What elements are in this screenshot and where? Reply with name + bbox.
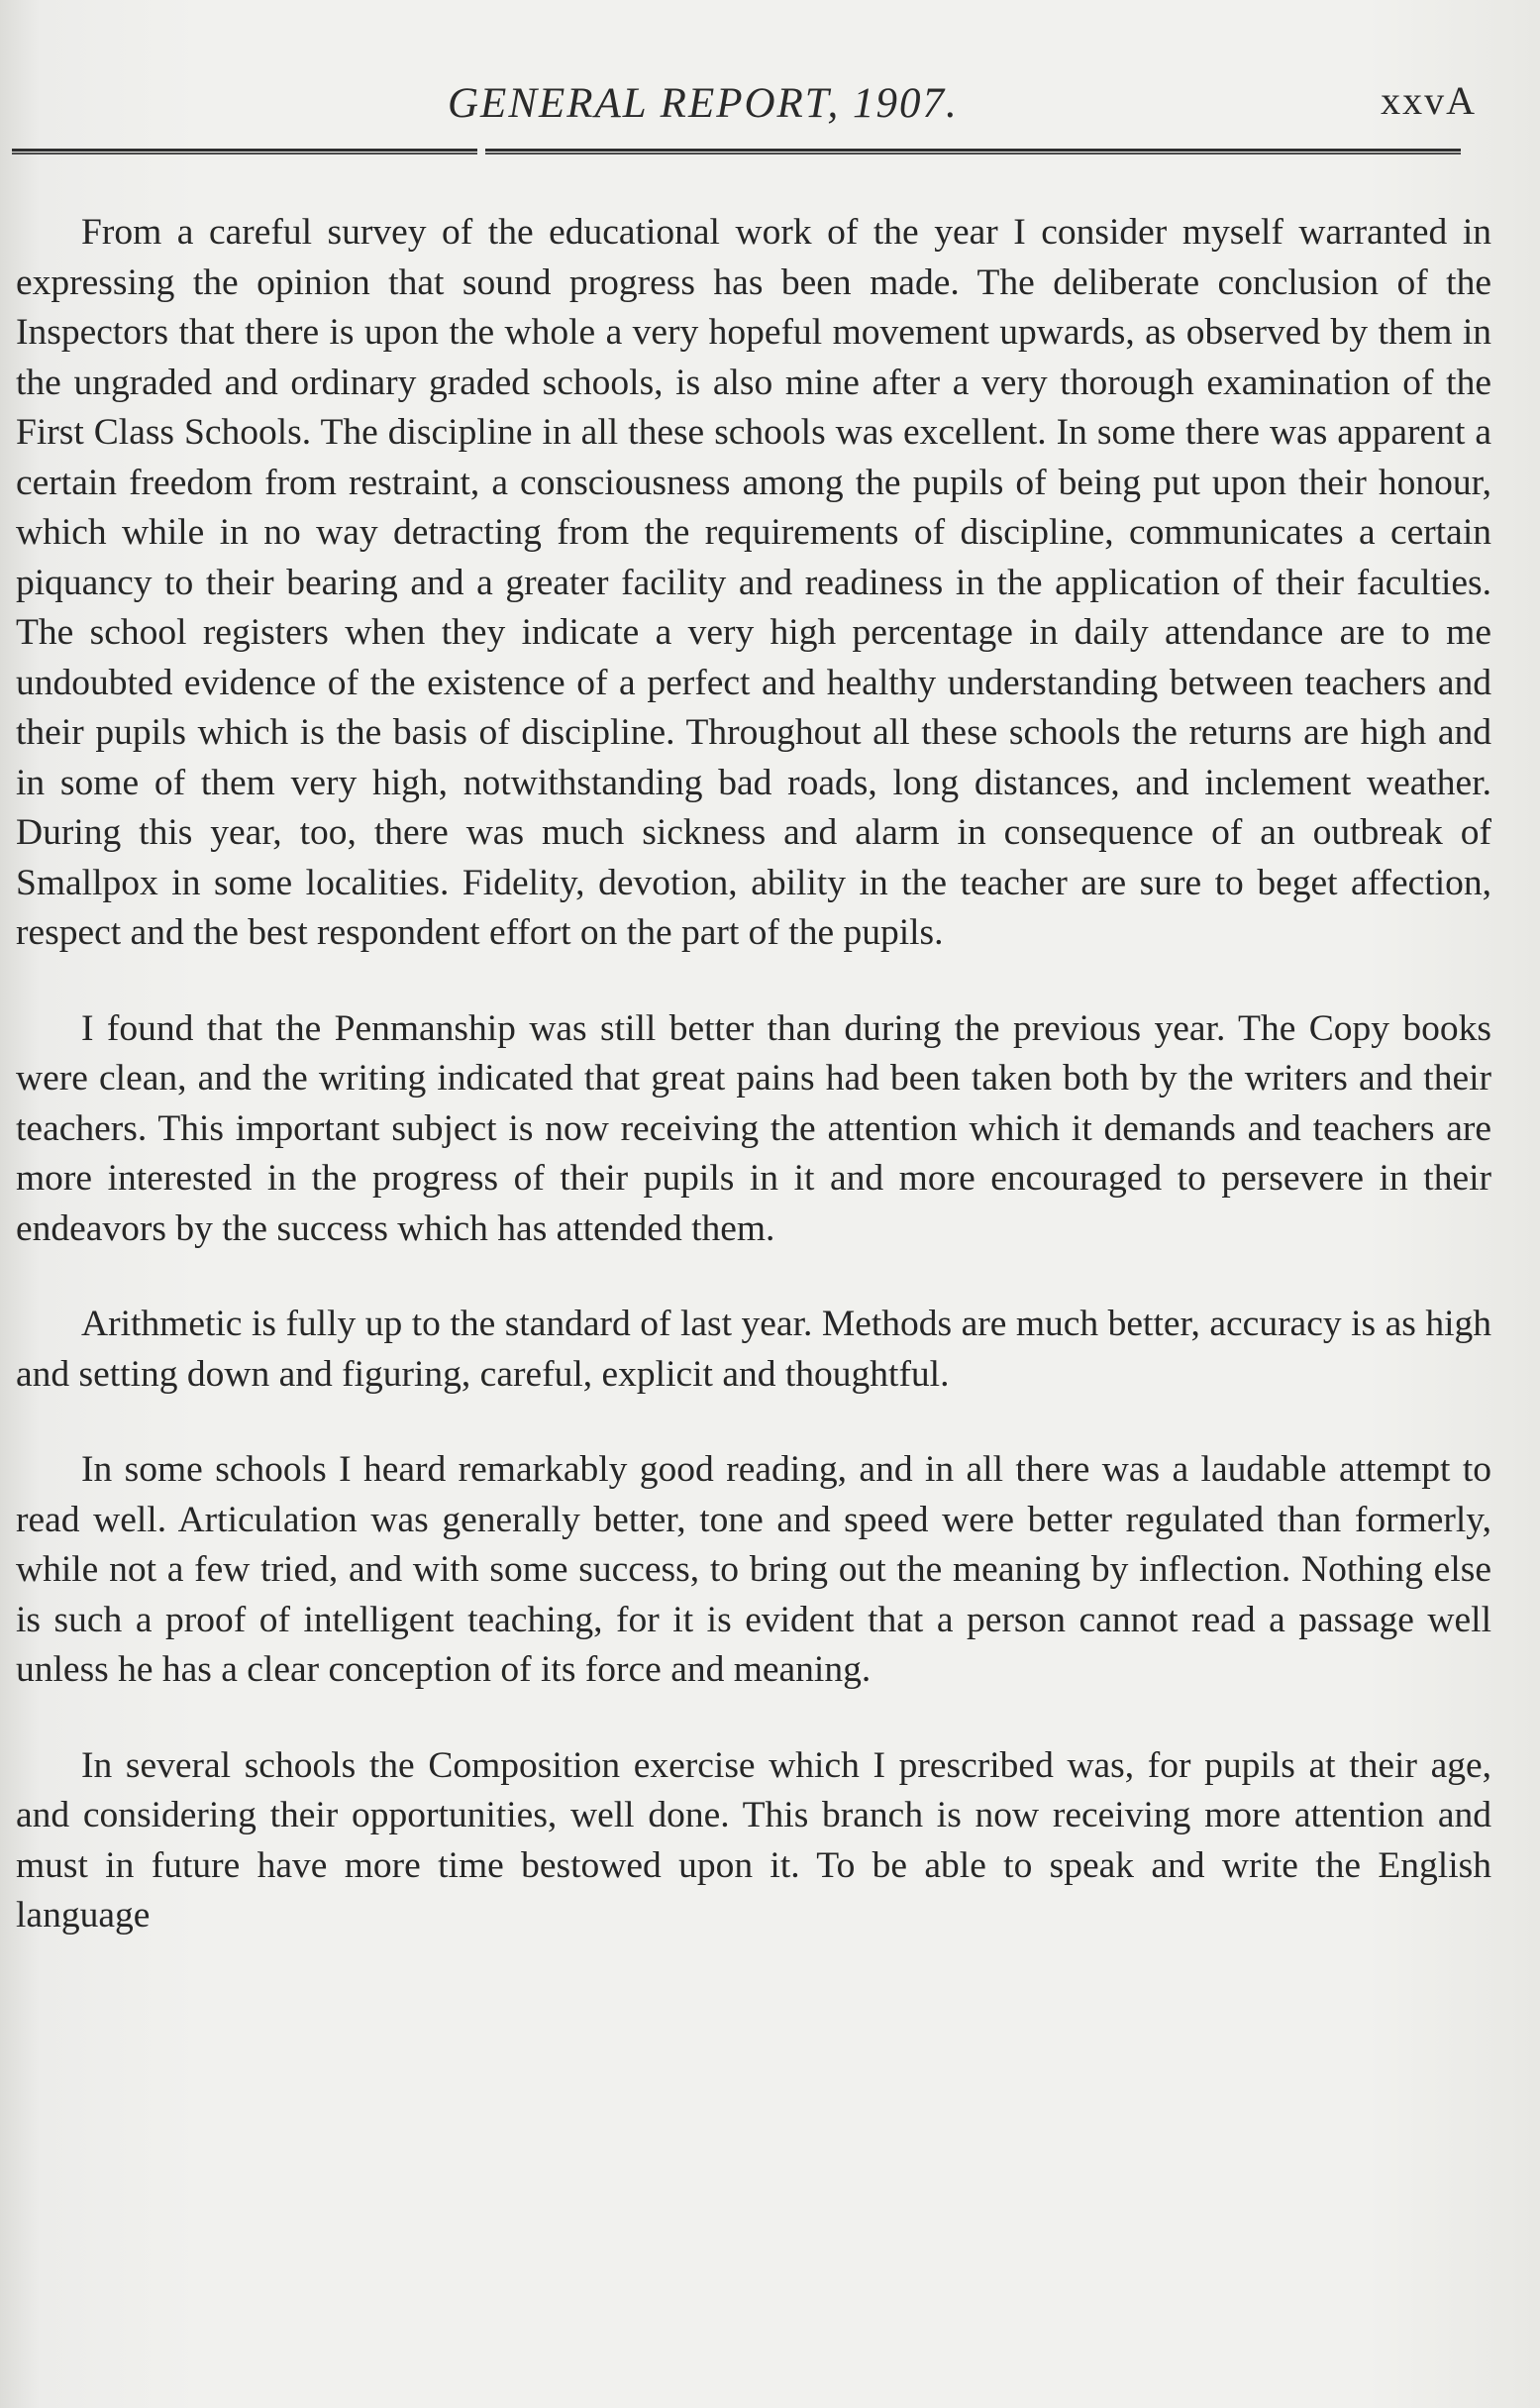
body-text (16, 208, 1491, 1941)
paragraph-reading: In some schools I heard remarkably good reading, and in all there was a laudable attempt to read well. Articulation was generally better, tone and speed were better regulated than formerly, while not a few tried, and with some success, to bring out the meaning by inflection. Nothing else is such a proof of intelligent teaching, for it is evident that a person cannot read a passage well unless he has a clear conception of its force and meaning. (16, 1449, 1491, 1690)
header-rule-left (12, 149, 477, 155)
header-rule-right (485, 149, 1461, 155)
running-title: GENERAL REPORT, 1907. (448, 80, 959, 127)
paragraph-penmanship: I found that the Penmanship was still better than during the previous year. The Copy books were clean, and the writing indicated that great pains had been taken both by the writers and their teachers. This important subject is now receiving the attention which it demands and teachers are more interested in the progress of their pupils in it and more encouraged to persevere in their endeavors by the success which has attended them. (16, 1007, 1491, 1249)
page-number: xxvA (1381, 78, 1477, 123)
paragraph-composition: In several schools the Composition exercise which I prescribed was, for pupils at their age, and considering their opportunities, well done. This branch is now receiving more attention and must in future have more time bestowed upon it. To be able to speak and write the English language (16, 1744, 1491, 1936)
paragraph-general-progress: From a careful survey of the educational work of the year I consider myself warranted in expressing the opinion that sound progress has been made. The deliberate conclusion of the Inspectors that there is upon the whole a very hopeful movement upwards, as observed by them in the ungraded and ordinary graded schools, is also mine after a very thorough examination of the First Class Schools. The discipline in all these schools was excellent. In some there was apparent a certain freedom from restraint, a consciousness among the pupils of being put upon their honour, which while in no way detracting from the requirements of discipline, communicates a certain piquancy to their bearing and a greater facility and readiness in the application of their faculties. The school registers when they indicate a very high percentage in daily attendance are to me undoubted evidence of the existence of a perfect and healthy understanding between teachers and their pupils which is the basis of discipline. Throughout all these schools the returns are high and in some of them very high, notwithstanding bad roads, long distances, and inclement weather. During this year, too, there was much sickness and alarm in consequence of an outbreak of Smallpox in some localities. Fidelity, devotion, ability in the teacher are sure to beget affection, respect and the best respondent effort on the part of the pupils. (16, 212, 1491, 953)
paragraph-arithmetic: Arithmetic is fully up to the standard of last year. Methods are much better, accuracy is as high and setting down and figuring, careful, explicit and thoughtful. (16, 1304, 1491, 1395)
page-header (0, 71, 1540, 131)
